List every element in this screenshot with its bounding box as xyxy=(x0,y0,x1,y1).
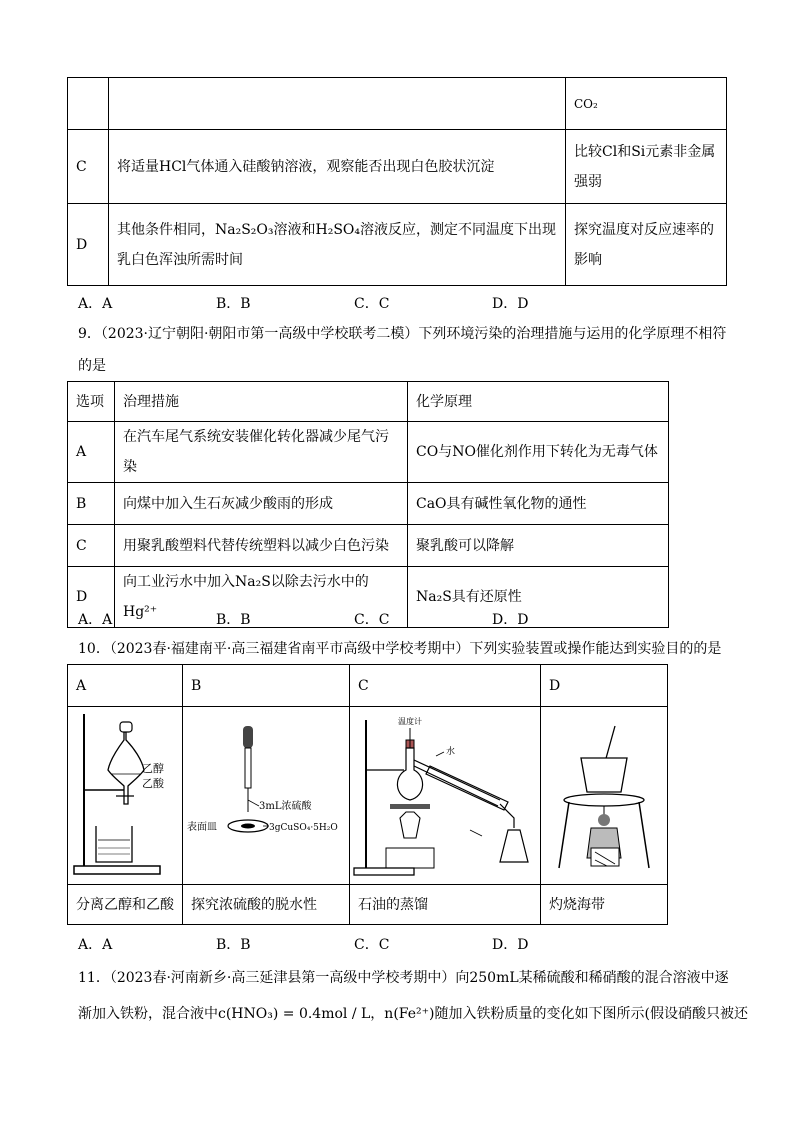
table-cell: C xyxy=(68,525,115,567)
method-text: 其他条件相同，Na₂S₂O₃溶液和H₂SO₄溶液反应，测定不同温度下出现乳白色浑浊所需时间 xyxy=(109,204,566,286)
table-cell: CO与NO催化剂作用下转化为无毒气体 xyxy=(408,422,669,483)
question-11-line1: 11．（2023春·河南新乡·高三延津县第一高级中学校考期中）向250mL某稀硫酸和稀硝酸的混合溶液中逐 xyxy=(78,970,729,986)
question-10-stem: 10．（2023春·福建南平·高三福建省南平市高级中学校考期中）下列实验装置或操作能达到实验目的的是 xyxy=(78,641,722,657)
answer-c[interactable]: C．C xyxy=(354,612,390,628)
table-cell: Na₂S具有还原性 xyxy=(408,567,669,628)
label-thermometer: 温度计 xyxy=(398,716,422,726)
answer-options-q10 xyxy=(78,934,630,954)
table-cell: 向煤中加入生石灰减少酸雨的形成 xyxy=(115,483,408,525)
answer-d[interactable]: D．D xyxy=(492,296,529,312)
question-11-line2: 渐加入铁粉，混合液中c(HNO₃) = 0.4mol / L，n(Fe²⁺)随加入铁粉质量的变化如下图所示(假设硝酸只被还 xyxy=(78,1006,748,1022)
image-cell-c xyxy=(350,707,541,885)
answer-c[interactable]: C．C xyxy=(354,937,390,953)
goal-text: 探究温度对反应速率的影响 xyxy=(566,204,727,286)
label-ethanol: 乙醇 xyxy=(142,761,164,775)
header-c: C xyxy=(350,665,541,707)
crucible-heating-apparatus xyxy=(541,708,667,884)
table-cell: CaO具有碱性氧化物的通性 xyxy=(408,483,669,525)
answer-b[interactable]: B．B xyxy=(216,937,251,953)
caption-c: 石油的蒸馏 xyxy=(350,885,541,925)
answer-c[interactable]: C．C xyxy=(354,296,390,312)
table-cell: 向工业污水中加入Na₂S以除去污水中的Hg²⁺ xyxy=(115,567,408,628)
caption-b: 探究浓硫酸的脱水性 xyxy=(183,885,350,925)
table-cell: D xyxy=(68,567,115,628)
answer-b[interactable]: B．B xyxy=(216,296,251,312)
header-principle: 化学原理 xyxy=(408,382,669,422)
table-q8-continued xyxy=(67,77,727,286)
image-cell-a xyxy=(68,707,183,885)
caption-d: 灼烧海带 xyxy=(541,885,668,925)
cell-co2: CO₂ xyxy=(566,78,727,130)
option-label: D xyxy=(68,204,109,286)
image-cell-d xyxy=(541,707,668,885)
table-q10 xyxy=(67,664,668,925)
image-cell-b xyxy=(183,707,350,885)
table-cell: 用聚乳酸塑料代替传统塑料以减少白色污染 xyxy=(115,525,408,567)
distillation-apparatus xyxy=(350,708,540,884)
method-text: 将适量HCl气体通入硅酸钠溶液，观察能否出现白色胶状沉淀 xyxy=(109,130,566,204)
answer-options-q8 xyxy=(78,293,630,313)
header-b: B xyxy=(183,665,350,707)
answer-d[interactable]: D．D xyxy=(492,612,529,628)
answer-d[interactable]: D．D xyxy=(492,937,529,953)
label-conc-acid: 3mL浓硫酸 xyxy=(259,800,312,812)
label-cuso4: 3gCuSO₄·5H₂O xyxy=(269,822,338,833)
table-cell: 在汽车尾气系统安装催化转化器减少尾气污染 xyxy=(115,422,408,483)
question-9-stem: 9．（2023·辽宁朝阳·朝阳市第一高级中学校联考二模）下列环境污染的治理措施与运用的化学原理不相符的是 xyxy=(78,326,727,374)
table-q9 xyxy=(67,381,669,628)
table-cell: B xyxy=(68,483,115,525)
table-cell: A xyxy=(68,422,115,483)
answer-b[interactable]: B．B xyxy=(216,612,251,628)
separatory-funnel-apparatus xyxy=(68,708,182,884)
caption-a: 分离乙醇和乙酸 xyxy=(68,885,183,925)
header-measure: 治理措施 xyxy=(115,382,408,422)
header-d: D xyxy=(541,665,668,707)
label-acetic-acid: 乙酸 xyxy=(142,776,164,790)
header-option: 选项 xyxy=(68,382,115,422)
answer-options-q9 xyxy=(78,609,630,629)
answer-a[interactable]: A．A xyxy=(78,612,113,628)
dropper-watch-glass xyxy=(183,708,349,884)
answer-a[interactable]: A．A xyxy=(78,937,113,953)
header-a: A xyxy=(68,665,183,707)
answer-a[interactable]: A．A xyxy=(78,296,113,312)
label-watch-glass: 表面皿 xyxy=(187,821,217,833)
label-water: 水 xyxy=(446,746,456,757)
goal-text: 比较Cl和Si元素非金属强弱 xyxy=(566,130,727,204)
option-label: C xyxy=(68,130,109,204)
table-cell: 聚乳酸可以降解 xyxy=(408,525,669,567)
